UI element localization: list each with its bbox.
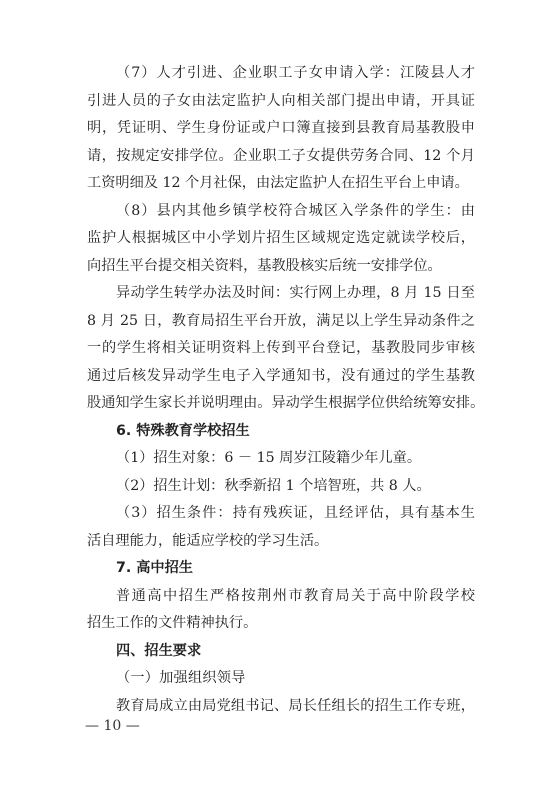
paragraph-line: 股通知学生家长并说明理由。异动学生根据学位供给统筹安排。 bbox=[87, 395, 485, 411]
paragraph-line: 普通高中招生严格按荆州市教育局关于高中阶段学校 bbox=[116, 587, 475, 604]
paragraph-line: 一的学生将相关证明资料上传到平台登记，基教股同步审核 bbox=[87, 340, 475, 356]
chapter-heading: 四、招生要求 bbox=[116, 642, 202, 659]
paragraph-line: 工资明细及 12 个月社保，由法定监护人在招生平台上申请。 bbox=[87, 175, 469, 191]
paragraph-line: 明，凭证明、学生身份证或户口簿直接到县教育局基教股申 bbox=[87, 120, 475, 136]
paragraph-line: 8 月 25 日，教育局招生平台开放，满足以上学生异动条件之 bbox=[87, 312, 475, 329]
paragraph-line: （8）县内其他乡镇学校符合城区入学条件的学生：由 bbox=[116, 202, 475, 219]
paragraph-line: （1）招生对象：6 － 15 周岁江陵籍少年儿童。 bbox=[116, 450, 422, 466]
paragraph-line: 异动学生转学办法及时间：实行网上办理，8 月 15 日至 bbox=[116, 285, 475, 301]
paragraph-line: 教育局成立由局党组书记、局长任组长的招生工作专班， bbox=[116, 697, 475, 714]
paragraph-line: 引进人员的子女由法定监护人向相关部门提出申请，开具证 bbox=[87, 92, 475, 109]
subsection-heading: （一）加强组织领导 bbox=[116, 670, 246, 686]
paragraph-line: （2）招生计划：秋季新招 1 个培智班，共 8 人。 bbox=[116, 477, 431, 494]
paragraph-line: 活自理能力，能适应学校的学习生活。 bbox=[87, 532, 329, 549]
page-number: — 10 — bbox=[85, 718, 140, 734]
paragraph-line: 请，按规定安排学位。企业职工子女提供劳务合同、12 个月 bbox=[87, 147, 475, 164]
paragraph-line: （3）招生条件：持有残疾证，且经评估，具有基本生 bbox=[116, 505, 475, 521]
paragraph-line: （7）人才引进、企业职工子女申请入学：江陵县人才 bbox=[116, 65, 475, 81]
paragraph-line: 通过后核发异动学生电子入学通知书，没有通过的学生基教 bbox=[87, 367, 475, 384]
document-body bbox=[87, 60, 485, 720]
paragraph-line: 向招生平台提交相关资料，基教股核实后统一安排学位。 bbox=[87, 257, 442, 274]
paragraph-line: 招生工作的文件精神执行。 bbox=[87, 615, 258, 631]
section-heading: 6. 特殊教育学校招生 bbox=[116, 422, 250, 439]
paragraph-line: 监护人根据城区中小学划片招生区域规定选定就读学校后， bbox=[87, 230, 475, 246]
section-heading: 7. 高中招生 bbox=[116, 560, 193, 576]
